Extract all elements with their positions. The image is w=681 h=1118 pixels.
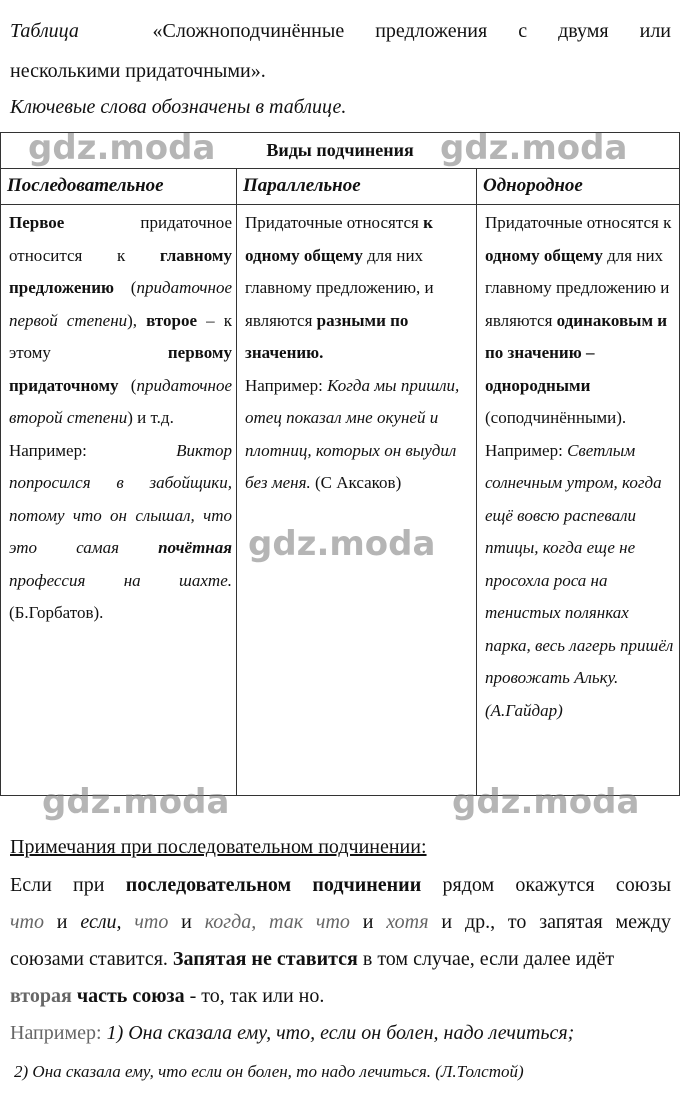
cell-parallel: Придаточные относятся к одному общему для них главному предложению, и являются разными по значению. Например: Когда мы пришли, отец показал мне окуней и плотниц, которых он выудил без меня. (С Аксаков) — [237, 205, 477, 796]
column-header-sequential: Последовательное — [1, 169, 237, 205]
cell-sequential: Первое придаточное относится к главному предложению (придаточное первой степени), второе – к этому первому придаточному (придаточное второй степени) и т.д. Например: Виктор попросился в забойщики, потому что он слышал, что это самая почётная профессия на шахте. (Б.Горбатов). — [1, 205, 237, 796]
subordination-table — [0, 132, 680, 796]
caption-label: Таблица — [10, 20, 79, 42]
watermark-logo: gdz.moda — [452, 782, 640, 822]
notes-title: Примечания при последовательном подчинении: — [10, 836, 427, 858]
notes-paragraph-line: что и если, что и когда, так что и хотя и др., то запятая между — [10, 911, 672, 933]
caption-continuation: несколькими придаточными». — [10, 60, 266, 82]
example-2: 2) Она сказала ему, что если он болен, то надо лечиться. (Л.Толстой) — [14, 1062, 524, 1081]
keywords-note: Ключевые слова обозначены в таблице. — [10, 96, 347, 118]
column-header-parallel: Параллельное — [237, 169, 477, 205]
notes-paragraph-line: союзами ставится. Запятая не ставится в том случае, если далее идёт — [10, 948, 615, 970]
watermark-logo: gdz.moda — [440, 128, 628, 168]
notes-paragraph-line: вторая часть союза - то, так или но. — [10, 985, 325, 1007]
caption-text: «Сложноподчинённые предложения с двумя или — [152, 20, 671, 42]
watermark-logo: gdz.moda — [28, 128, 216, 168]
notes-paragraph-line: Если при последовательном подчинении рядом окажутся союзы — [10, 874, 672, 896]
example-1: Например: 1) Она сказала ему, что, если он болен, надо лечиться; — [10, 1022, 575, 1044]
table-header: Виды подчинения — [1, 133, 680, 169]
column-header-homogeneous: Однородное — [477, 169, 680, 205]
table-caption — [10, 20, 671, 43]
watermark-logo: gdz.moda — [42, 782, 230, 822]
cell-homogeneous: Придаточные относятся к одному общему для них главному предложению и являются одинаковым и по значению – однородными (соподчинёнными). Например: Светлым солнечным утром, когда ещё вовсю распевали птицы, когда еще не просохла роса на тенистых полянках парка, весь лагерь пришёл провожать Альку. (А.Гайдар) — [477, 205, 680, 796]
watermark-logo: gdz.moda — [248, 524, 436, 564]
